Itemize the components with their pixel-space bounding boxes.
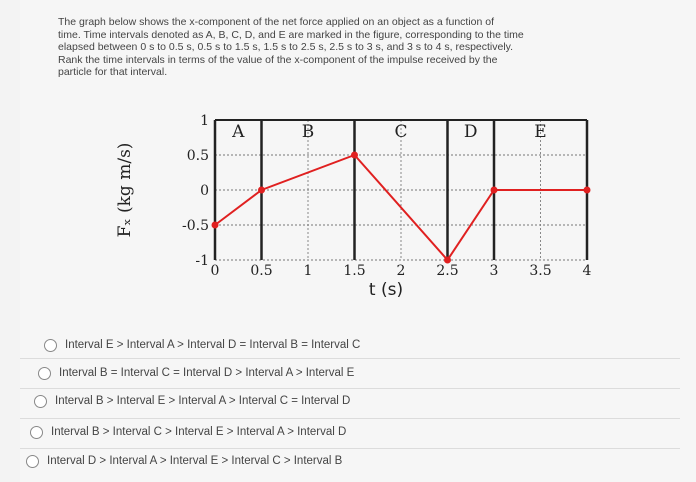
x-tick-label: 2 bbox=[396, 263, 406, 279]
data-point bbox=[584, 187, 591, 194]
interval-label: A bbox=[232, 122, 245, 142]
radio-button[interactable] bbox=[38, 367, 51, 380]
radio-button[interactable] bbox=[34, 395, 47, 408]
x-tick-label: 2.5 bbox=[436, 263, 459, 279]
y-tick-label: 1 bbox=[200, 113, 209, 129]
answer-option-label: Interval B > Interval E > Interval A > Interval C = Interval D bbox=[55, 395, 351, 407]
data-point bbox=[258, 187, 265, 194]
x-tick-label: 3.5 bbox=[529, 263, 552, 279]
divider bbox=[20, 358, 680, 359]
y-tick-label: -1 bbox=[195, 253, 209, 269]
question-line: elapsed between 0 s to 0.5 s, 0.5 s to 1.5 s, 1.5 s to 2.5 s, 2.5 s to 3 s, and 3 s to 4 s, respectively. bbox=[58, 41, 514, 53]
data-point bbox=[444, 257, 451, 264]
question-line: particle for that interval. bbox=[58, 66, 168, 78]
answer-option[interactable] bbox=[44, 332, 360, 358]
answer-option[interactable] bbox=[38, 360, 354, 386]
y-tick-label: -0.5 bbox=[182, 218, 209, 234]
x-tick-label: 0 bbox=[210, 263, 220, 279]
data-point bbox=[351, 152, 358, 159]
x-tick-label: 3 bbox=[489, 263, 499, 279]
y-tick-label: 0 bbox=[200, 183, 209, 199]
x-tick-label: 1 bbox=[303, 263, 313, 279]
interval-label: B bbox=[301, 122, 315, 142]
radio-button[interactable] bbox=[26, 455, 39, 468]
question-line: The graph below shows the x-component of the net force applied on an object as a function of bbox=[58, 16, 495, 28]
radio-button[interactable] bbox=[30, 426, 43, 439]
question-line: time. Time intervals denoted as A, B, C, D, and E are marked in the figure, corresponding to the time bbox=[58, 28, 524, 41]
answer-option[interactable] bbox=[30, 419, 346, 445]
question-line: Rank the time intervals in terms of the value of the x-component of the impulse received by the bbox=[58, 53, 498, 66]
x-tick-label: 0.5 bbox=[250, 263, 273, 279]
answer-option[interactable] bbox=[34, 388, 350, 414]
interval-label: C bbox=[394, 122, 408, 142]
radio-button[interactable] bbox=[44, 339, 57, 352]
data-point bbox=[491, 187, 498, 194]
force-time-graph bbox=[110, 100, 630, 310]
x-tick-label: 1.5 bbox=[343, 263, 366, 279]
interval-label: E bbox=[534, 122, 547, 142]
answer-option-label: Interval B > Interval C > Interval E > Interval A > Interval D bbox=[51, 426, 347, 438]
answer-option-label: Interval B = Interval C = Interval D > Interval A > Interval E bbox=[59, 367, 355, 379]
y-tick-label: 0.5 bbox=[186, 148, 209, 164]
interval-label: D bbox=[463, 122, 478, 142]
x-axis-label: t (s) bbox=[368, 280, 404, 300]
answer-option-label: Interval D > Interval A > Interval E > Interval C > Interval B bbox=[47, 455, 343, 467]
data-point bbox=[212, 222, 219, 229]
x-tick-label: 4 bbox=[582, 263, 592, 279]
question-text bbox=[58, 16, 618, 79]
answer-option[interactable] bbox=[26, 448, 342, 474]
answer-option-label: Interval E > Interval A > Interval D = Interval B = Interval C bbox=[65, 339, 361, 351]
y-axis-label: Fₓ (kg m/s) bbox=[115, 142, 135, 238]
